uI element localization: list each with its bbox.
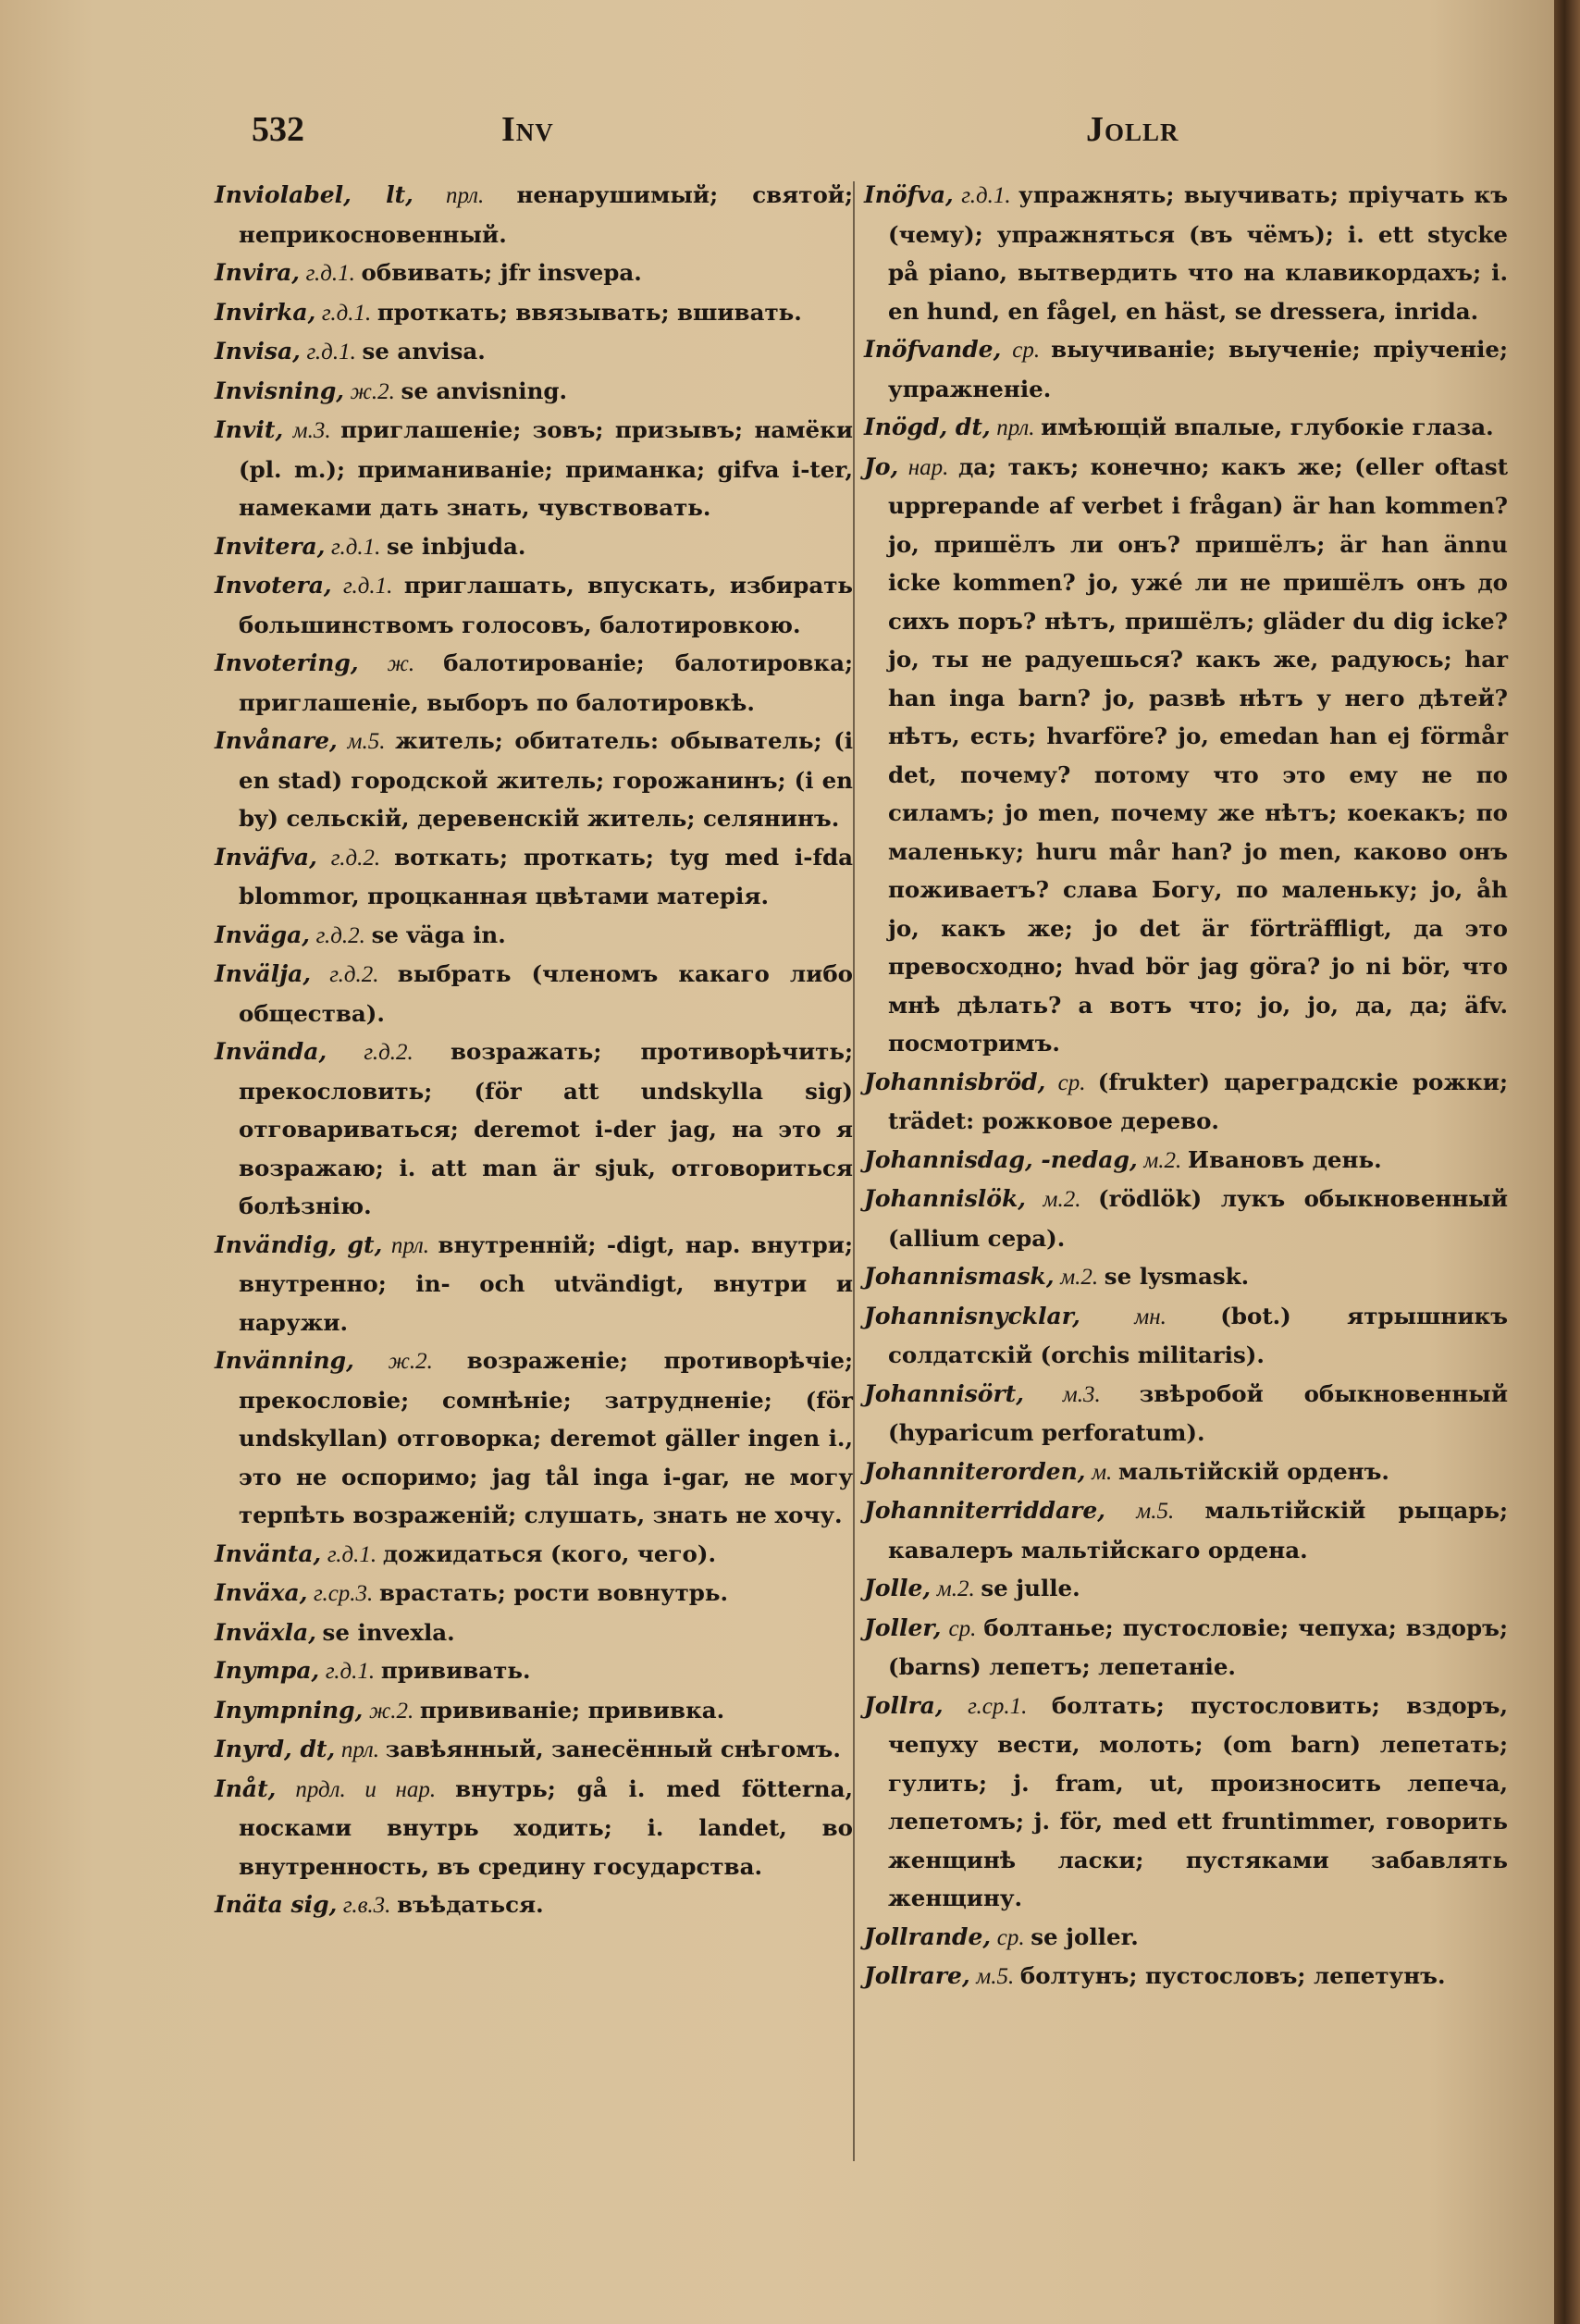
- entry-definition: дожидаться (кого, чего).: [382, 1539, 716, 1567]
- entry-headword: Invånare,: [215, 727, 338, 754]
- entry-definition: (bot.) ятрышникъ солдатскій (orchis militaris).: [888, 1302, 1508, 1368]
- page-number: 532: [252, 110, 304, 149]
- entry-headword: Inväga,: [215, 921, 310, 948]
- dictionary-entry: [215, 838, 853, 916]
- entry-definition: болтунъ; пустословъ; лепетунъ.: [1019, 1962, 1446, 1989]
- entry-grammar: ср.: [996, 1924, 1025, 1950]
- dictionary-entry: [864, 176, 1508, 330]
- entry-headword: Inyrd, dt,: [215, 1736, 336, 1762]
- dictionary-entry: [215, 1730, 853, 1770]
- entry-headword: Johannismask,: [864, 1263, 1055, 1290]
- entry-grammar: прл.: [446, 183, 485, 208]
- entry-definition: se väga in.: [371, 921, 506, 948]
- dictionary-entry: [215, 253, 853, 293]
- entry-headword: Invotera,: [215, 572, 332, 599]
- entry-definition: мальтійскій орденъ.: [1117, 1457, 1389, 1485]
- entry-headword: Invitera,: [215, 532, 326, 560]
- dictionary-entry: [864, 1297, 1508, 1375]
- entry-grammar: ж.2.: [369, 1698, 414, 1724]
- entry-grammar: г.д.2.: [329, 962, 379, 987]
- entry-grammar: г.д.1.: [325, 1659, 376, 1684]
- entry-definition: внутрь; gå i. med fötterna, носками внутрь ходить; i. landet, во внутренность, въ средину государства.: [239, 1774, 854, 1880]
- entry-grammar: м.5.: [1136, 1499, 1175, 1524]
- entry-definition: ненарушимый; святой; неприкосновенный.: [239, 181, 854, 248]
- entry-grammar: г.д.1.: [305, 261, 355, 286]
- entry-headword: Jollra,: [864, 1691, 944, 1719]
- dictionary-entry: [215, 372, 853, 412]
- entry-headword: Inögd, dt,: [864, 414, 991, 440]
- entry-headword: Invänning,: [215, 1347, 354, 1374]
- dictionary-entry: [215, 411, 853, 527]
- entry-grammar: г.д.1.: [343, 574, 393, 599]
- left-guide-word: Inv: [501, 110, 554, 149]
- entry-headword: Invisning,: [215, 377, 345, 404]
- entry-definition: болтать; пустословить; вздоръ, чепуху вести, молоть; (om barn) лепетать; гулить; j. fram, ut, произносить лепеча, лепетомъ; j. för, med ett fruntimmer, говорить женщинѣ ласки; пустяками забавлять женщину.: [888, 1691, 1509, 1911]
- dictionary-entry: [864, 1141, 1508, 1181]
- dictionary-entry: [215, 176, 853, 253]
- entry-grammar: г.д.2.: [364, 1040, 414, 1065]
- entry-headword: Inympning,: [215, 1696, 364, 1724]
- entry-definition: балотированіе; балотировка; приглашеніе, выборъ по балотировкѣ.: [239, 649, 854, 716]
- entry-headword: Invira,: [215, 259, 300, 286]
- dictionary-entry: [215, 955, 853, 1032]
- dictionary-entry: [215, 293, 853, 333]
- entry-definition: Ивановъ день.: [1187, 1145, 1382, 1173]
- entry-headword: Johanniterorden,: [864, 1457, 1086, 1485]
- entry-grammar: нар.: [907, 454, 949, 480]
- entry-definition: выучиваніе; выученіе; пріученіе; упражненіе.: [888, 336, 1509, 402]
- entry-headword: Inviolabel, lt,: [215, 181, 414, 208]
- entry-grammar: м.3.: [1062, 1381, 1101, 1407]
- entry-headword: Johannislök,: [864, 1185, 1026, 1212]
- entry-headword: Invotering,: [215, 649, 359, 676]
- right-column: [864, 176, 1508, 1996]
- entry-grammar: м.3.: [292, 418, 331, 443]
- entry-grammar: ср.: [1057, 1069, 1086, 1095]
- entry-grammar: мн.: [1134, 1304, 1166, 1329]
- entry-definition: прививаніе; прививка.: [419, 1696, 725, 1724]
- entry-definition: приглашеніе; зовъ; призывъ; намёки (pl. m.); приманиваніе; приманка; gifva i-ter, намеками дать знать, чувствовать.: [239, 416, 854, 521]
- entry-definition: (rödlök) лукъ обыкновенный (allium сера).: [888, 1185, 1509, 1252]
- dictionary-entry: [215, 722, 853, 838]
- entry-headword: Inöfvande,: [864, 336, 1002, 363]
- entry-grammar: г.ср.1.: [968, 1693, 1028, 1719]
- entry-definition: прививать.: [380, 1657, 531, 1684]
- entry-definition: воткать; проткать; tyg med i-fda blommor, процканная цвѣтами матерія.: [239, 843, 854, 909]
- entry-definition: звѣробой обыкновенный (hyparicum perforatum).: [888, 1379, 1508, 1446]
- dictionary-entry: [215, 1535, 853, 1575]
- entry-definition: житель; обитатель: обыватель; (i en stad) городской житель; горожанинъ; (i en by) сельскій, деревенскій житель; селянинъ.: [239, 727, 854, 832]
- entry-grammar: г.д.1.: [327, 1541, 377, 1567]
- dictionary-entry: [215, 1574, 853, 1613]
- entry-definition: приглашать, впускать, избирать большинствомъ голосовъ, балотировкою.: [239, 572, 854, 638]
- entry-definition: обвивать; jfr insvepa.: [361, 259, 642, 286]
- entry-headword: Invändig, gt,: [215, 1230, 383, 1258]
- entry-grammar: м.5.: [347, 729, 386, 754]
- entry-definition: въѣдаться.: [397, 1891, 544, 1918]
- dictionary-entry: [215, 1341, 853, 1535]
- dictionary-entry: [864, 1569, 1508, 1609]
- entry-headword: Jolle,: [864, 1575, 932, 1601]
- entry-grammar: прдл. и нар.: [295, 1776, 437, 1802]
- dictionary-entry: [864, 1491, 1508, 1569]
- entry-definition: имѣющій впалые, глубокіе глаза.: [1041, 414, 1494, 440]
- entry-definition: да; такъ; конечно; какъ же; (eller oftast upprepande af verbet i frågan) är han kommen? jo, пришёлъ ли онъ? пришёлъ; är han ännu icke kommen? jo, ужé ли не пришёлъ онъ до сихъ поръ? нѣтъ, пришёлъ; gläder du dig icke? jo, ты не радуешься? какъ же, радуюсь; har han inga barn? jo, развѣ нѣтъ у него дѣтей? нѣтъ, есть; hvarföre? jo, emedan han ej förmår det, почему? потому что это ему не по силамъ; jo men, почему же нѣтъ; коекакъ; по маленьку; huru mår han? jo men, каково онъ поживаетъ? слава Богу, по маленьку; jo, åh jo, какъ же; jo det är förträffligt, да это превосходно; hvad bör jag göra? jo ni bör, что мнѣ дѣлать? а вотъ что; jo, jo, да, да; äfv. посмотримъ.: [888, 452, 1509, 1057]
- entry-headword: Inympa,: [215, 1657, 320, 1684]
- entry-grammar: прл.: [390, 1232, 430, 1258]
- entry-headword: Joller,: [864, 1613, 942, 1641]
- entry-grammar: ср.: [948, 1615, 977, 1641]
- dictionary-entry: [864, 1375, 1508, 1452]
- dictionary-entry: [864, 1452, 1508, 1492]
- entry-grammar: г.ср.3.: [314, 1581, 374, 1606]
- dictionary-entry: [864, 1257, 1508, 1297]
- dictionary-entry: [215, 1613, 853, 1652]
- entry-headword: Inöfva,: [864, 181, 954, 208]
- entry-headword: Jo,: [864, 452, 899, 480]
- entry-definition: проткать; ввязывать; вшивать.: [376, 298, 802, 326]
- dictionary-entry: [864, 1063, 1508, 1141]
- entry-headword: Inväxla,: [215, 1618, 316, 1646]
- entry-definition: se lysmask.: [1104, 1263, 1250, 1290]
- entry-headword: Johannisört,: [864, 1379, 1024, 1407]
- entry-headword: Invirka,: [215, 298, 316, 326]
- entry-headword: Invit,: [215, 416, 284, 443]
- dictionary-entry: [215, 1691, 853, 1731]
- entry-definition: болтанье; пустословіе; чепуха; вздоръ; (barns) лепетъ; лепетаніе.: [888, 1613, 1508, 1680]
- entry-definition: внутренній; -digt, нар. внутри; внутренно; in- och utvändigt, внутри и наружи.: [239, 1230, 853, 1336]
- entry-grammar: ж.2.: [350, 378, 395, 404]
- dictionary-entry: [215, 332, 853, 372]
- entry-definition: (frukter) цареградскіе рожки; trädet: рожковое дерево.: [888, 1068, 1509, 1134]
- dictionary-entry: [215, 1226, 853, 1342]
- entry-grammar: м.2.: [1043, 1187, 1081, 1212]
- entry-headword: Invisa,: [215, 338, 301, 365]
- right-guide-word: Jollr: [1086, 110, 1179, 149]
- book-edge: [1554, 0, 1580, 2324]
- dictionary-entry: [864, 1609, 1508, 1687]
- page-header: [215, 109, 1195, 155]
- entry-grammar: г.д.1.: [321, 300, 372, 326]
- entry-grammar: г.д.2.: [315, 922, 365, 948]
- entry-definition: мальтійскій рыцарь; кавалеръ мальтійскаго ордена.: [888, 1497, 1509, 1564]
- dictionary-entry: [864, 448, 1508, 1063]
- entry-headword: Johanniterriddare,: [864, 1497, 1105, 1524]
- entry-grammar: прл.: [340, 1737, 380, 1762]
- entry-grammar: м.2.: [936, 1576, 975, 1601]
- dictionary-entry: [215, 566, 853, 644]
- dictionary-entry: [864, 408, 1508, 448]
- entry-headword: Jollrande,: [864, 1922, 992, 1950]
- entry-grammar: м.5.: [976, 1964, 1015, 1989]
- dictionary-entry: [864, 1180, 1508, 1257]
- entry-grammar: г.д.1.: [306, 340, 356, 365]
- left-column: [215, 176, 853, 1925]
- dictionary-entry: [215, 916, 853, 956]
- entry-headword: Johannisdag, -nedag,: [864, 1145, 1138, 1173]
- entry-headword: Inäta sig,: [215, 1891, 338, 1918]
- entry-headword: Invända,: [215, 1038, 327, 1065]
- dictionary-entry: [215, 1032, 853, 1226]
- column-divider: [853, 181, 855, 2161]
- entry-grammar: г.в.3.: [342, 1893, 391, 1918]
- dictionary-entry: [215, 644, 853, 722]
- entry-grammar: м.2.: [1143, 1147, 1182, 1173]
- dictionary-entry: [215, 1885, 853, 1925]
- entry-headword: Invänta,: [215, 1539, 322, 1567]
- entry-definition: se inbjuda.: [387, 532, 526, 560]
- dictionary-entry: [864, 1957, 1508, 1996]
- dictionary-entry: [215, 527, 853, 567]
- dictionary-entry: [864, 330, 1508, 408]
- entry-grammar: м.: [1092, 1459, 1113, 1485]
- entry-headword: Invälja,: [215, 960, 312, 987]
- entry-definition: se invexla.: [322, 1618, 455, 1646]
- entry-grammar: прл.: [996, 415, 1035, 440]
- dictionary-entry: [215, 1770, 853, 1886]
- entry-definition: завѣянный, занесённый снѣгомъ.: [385, 1736, 841, 1762]
- entry-definition: врастать; рости вовнутрь.: [378, 1579, 729, 1606]
- entry-definition: se julle.: [981, 1575, 1080, 1601]
- dictionary-entry: [864, 1687, 1508, 1918]
- entry-grammar: г.д.2.: [330, 845, 381, 871]
- entry-definition: упражнять; выучивать; пріучать къ (чему); упражняться (въ чёмъ); i. ett stycke på piano, вытвердить что на клавикордахъ; i. en hund, en fågel, en häst, se dressera, inrida.: [888, 181, 1509, 325]
- entry-grammar: м.2.: [1060, 1265, 1099, 1290]
- entry-grammar: ср.: [1012, 338, 1041, 363]
- entry-headword: Jollrare,: [864, 1962, 970, 1989]
- entry-definition: se anvisning.: [401, 377, 568, 404]
- dictionary-entry: [864, 1918, 1508, 1958]
- entry-definition: se joller.: [1031, 1922, 1139, 1950]
- entry-headword: Inväxa,: [215, 1579, 308, 1606]
- entry-headword: Johannisbröd,: [864, 1068, 1046, 1095]
- entry-definition: выбрать (членомъ какаго либо общества).: [239, 960, 854, 1027]
- entry-grammar: г.д.1.: [961, 183, 1011, 208]
- entry-grammar: ж.: [387, 651, 415, 676]
- dictionary-entry: [215, 1651, 853, 1691]
- entry-definition: se anvisa.: [362, 338, 486, 365]
- entry-grammar: г.д.1.: [331, 534, 381, 560]
- entry-grammar: ж.2.: [388, 1349, 433, 1374]
- entry-definition: возражать; противорѣчить; прекословить; (för att undskylla sig) отговариваться; deremot i-der jag, на это я возражаю; i. att man är sjuk, отговориться болѣзнію.: [239, 1038, 853, 1219]
- entry-headword: Johannisnycklar,: [864, 1302, 1080, 1329]
- entry-definition: возраженіе; противорѣчіе; прекословіе; сомнѣніе; затрудненіе; (för undskyllan) отговорка; deremot gäller ingen i., это не оспоримо; jag tål inga i-gar, не могу терпѣть возраженій; слушать, знать не хочу.: [239, 1347, 854, 1528]
- entry-headword: Inväfva,: [215, 843, 317, 871]
- entry-headword: Inåt,: [215, 1774, 277, 1802]
